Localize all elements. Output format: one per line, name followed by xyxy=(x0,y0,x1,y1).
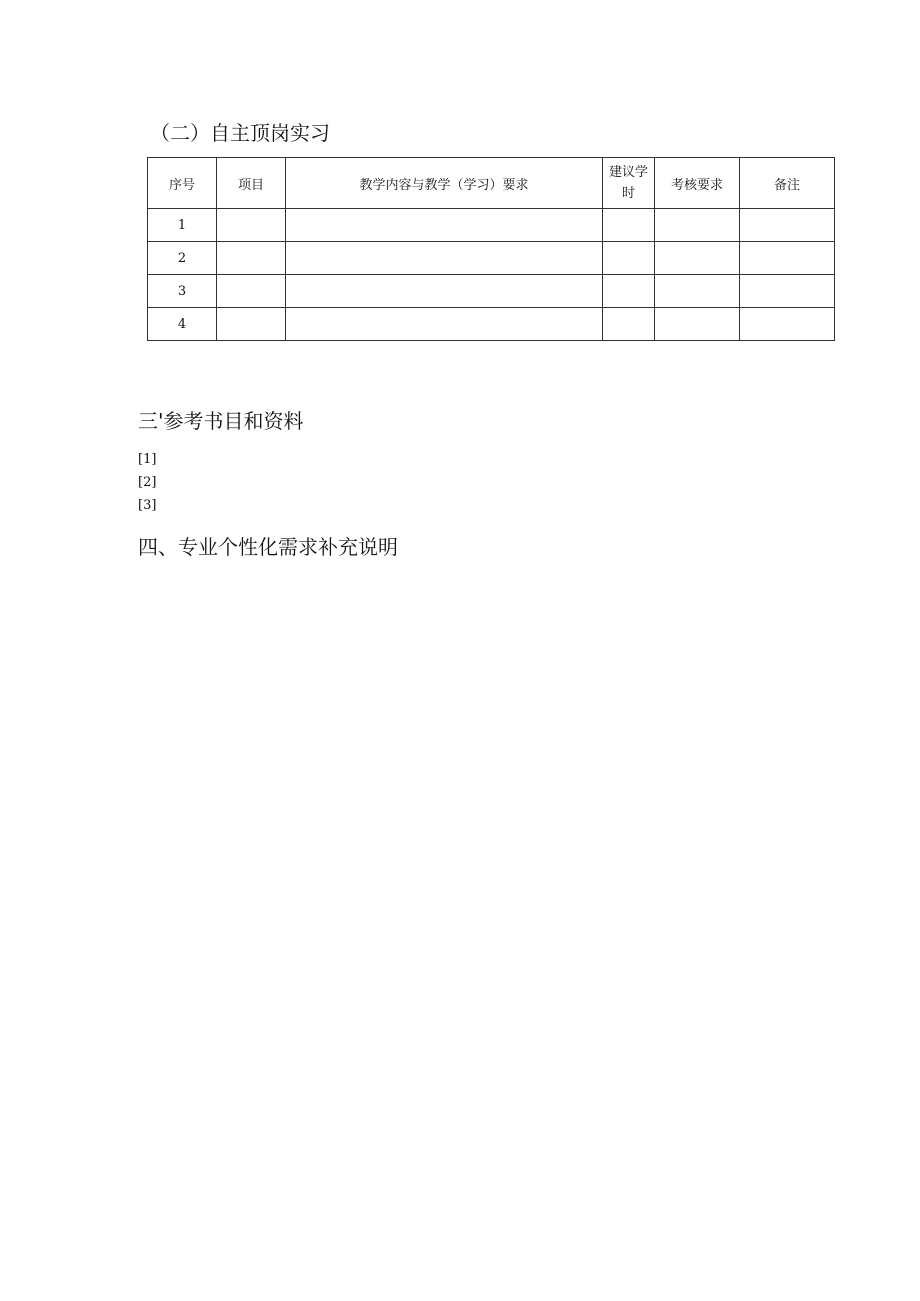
table-row xyxy=(148,275,835,308)
table-header-row xyxy=(148,158,835,209)
table-cell: 4 xyxy=(148,308,217,341)
table-cell xyxy=(286,308,603,341)
header-cell-item: 项目 xyxy=(217,158,286,209)
reference-item: [1] xyxy=(138,452,157,467)
reference-item: [3] xyxy=(138,498,157,513)
supplement-heading: 四、专业个性化需求补充说明 xyxy=(138,535,398,559)
table-row xyxy=(148,242,835,275)
table-row xyxy=(148,209,835,242)
table-cell xyxy=(603,308,655,341)
table-cell xyxy=(655,209,740,242)
reference-item: [2] xyxy=(138,475,157,490)
table-cell xyxy=(286,242,603,275)
table-cell xyxy=(217,242,286,275)
table-cell xyxy=(217,275,286,308)
table-cell xyxy=(655,308,740,341)
header-cell-index: 序号 xyxy=(148,158,217,209)
table-cell xyxy=(286,209,603,242)
table-cell xyxy=(286,275,603,308)
header-cell-hours: 建议学时 xyxy=(603,158,655,209)
table-cell: 3 xyxy=(148,275,217,308)
references-heading: 三'参考书目和资料 xyxy=(138,409,304,433)
table-cell xyxy=(655,242,740,275)
table-cell: 2 xyxy=(148,242,217,275)
table-cell xyxy=(217,308,286,341)
header-cell-assessment: 考核要求 xyxy=(655,158,740,209)
table-cell xyxy=(740,275,835,308)
table-cell xyxy=(603,209,655,242)
table-cell xyxy=(655,275,740,308)
table-cell: 1 xyxy=(148,209,217,242)
table-cell xyxy=(740,209,835,242)
table-row xyxy=(148,308,835,341)
header-cell-notes: 备注 xyxy=(740,158,835,209)
table-cell xyxy=(740,242,835,275)
table-cell xyxy=(603,275,655,308)
internship-table xyxy=(147,157,835,341)
header-cell-content: 教学内容与教学（学习）要求 xyxy=(286,158,603,209)
table-cell xyxy=(217,209,286,242)
table-cell xyxy=(603,242,655,275)
subsection-heading: （二）自主顶岗实习 xyxy=(150,121,330,145)
table-cell xyxy=(740,308,835,341)
